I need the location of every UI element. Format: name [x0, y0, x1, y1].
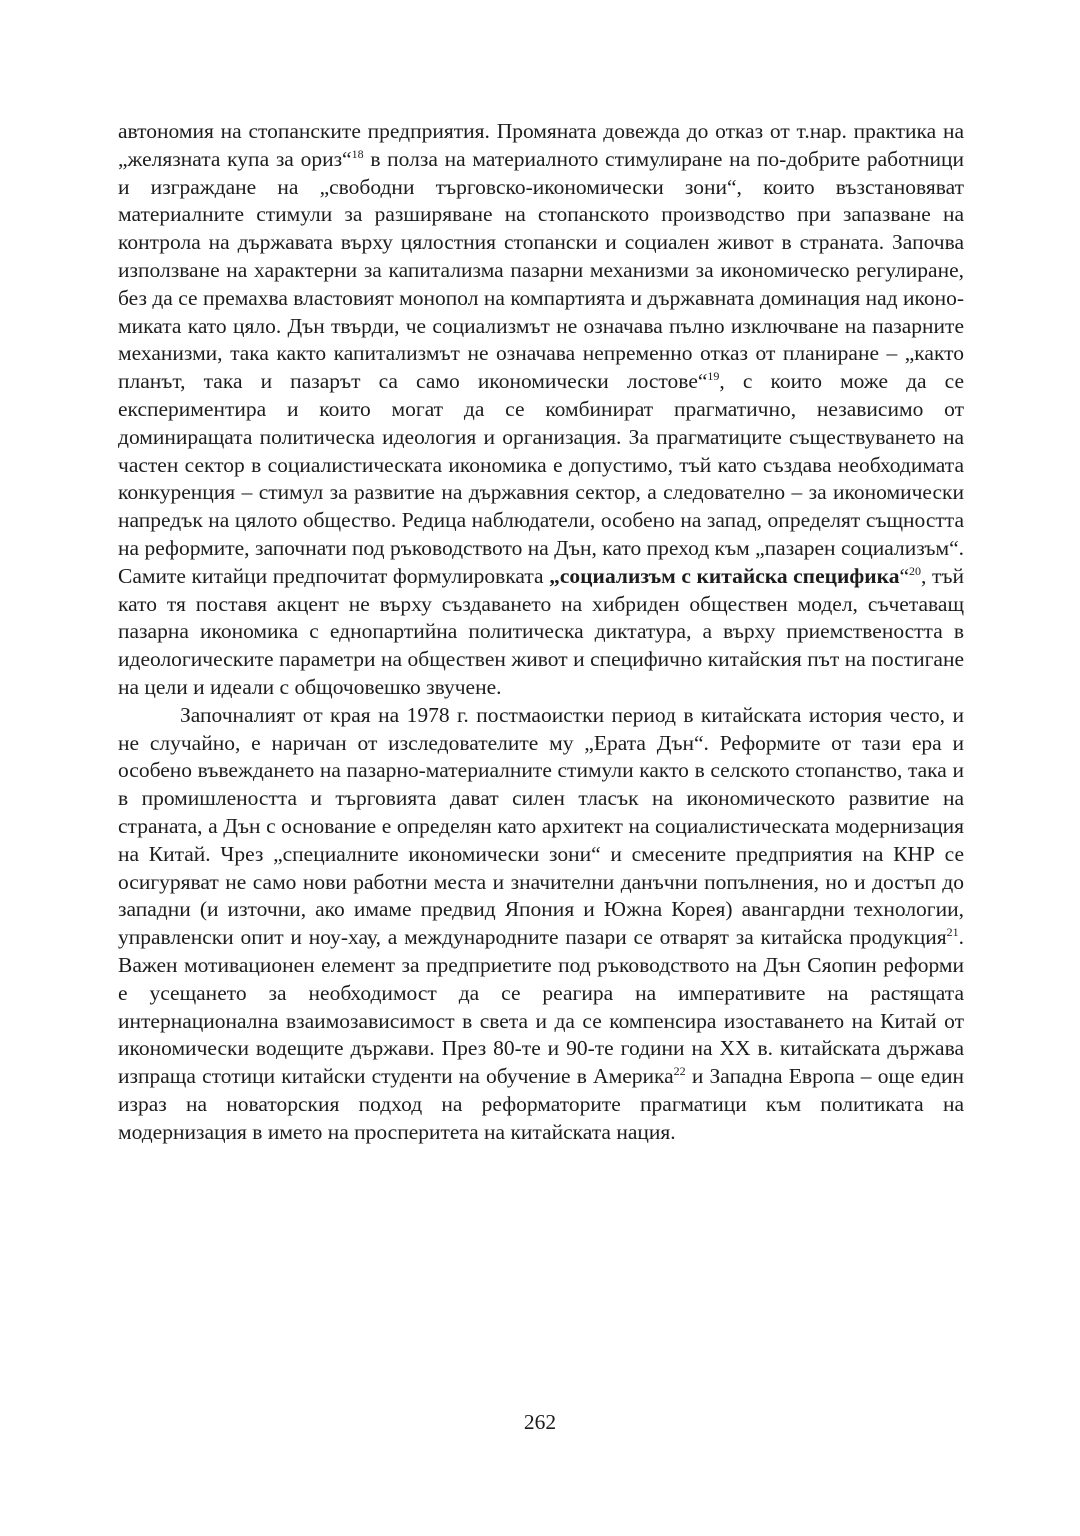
page-body-text: [118, 118, 964, 1146]
footnote-marker: 19: [707, 369, 720, 384]
footnote-marker: 22: [673, 1064, 686, 1079]
paragraph-text: в полза на материалното стимулиране на по-добрите работници и изграждане на „свободни търговско-икономически зони“, които възстановяват материалните стимули за разширяване на стопанското производство при запазване на контрола на държавата върху цялостния стопански и социален живот в страната. Започва използване на характерни за капитализма пазарни механизми за икономическо регулиране, без да се премахва властовият монопол на компартията и държавната доминация над икономиката като цяло. Дън твърди, че социализмът не означава пълно изключване на пазарните механизми, така както капитализмът не означава непременно отказ от планиране – „както планът, така и пазарът са само икономически лостове“: [118, 146, 964, 394]
paragraph-text: и Западна Европа – още един израз на новаторския подход на реформаторите прагматици към политиката на модернизация в името на просперитета на китайската нация.: [118, 1064, 964, 1144]
paragraph-text: Започналият от края на 1978 г. постмаоистки период в китайската история често, и не случайно, е наричан от изследователите му „Ерата Дън“. Реформите от тази ера и особено въвеждането на пазарно-материалните стимули както в селското стопанство, така и в промишлеността и търговията дават силен тласък на икономическото развитие на страната, а Дън с основание е определян като архитект на социалистическата модернизация на Китай. Чрез „специалните икономически зони“ и смесените предприятия на КНР се осигуряват не само нови работни места и значителни данъчни попълнения, но и достъп до западни (и източни, ако имаме предвид Япония и Южна Корея) авангардни технологии, управленски опит и ноу-хау, а международните пазари се отварят за китайска продукция: [118, 702, 964, 950]
paragraph-text: , с които може да се експериментира и които могат да се комбинират прагматично, независимо от доминиращата политическа идеология и организация. За прагматиците съществуването на частен сектор в социалистическата икономика е допустимо, тъй като създава необходимата конкуренция – стимул за развитие на държавния сектор, а следователно – за икономически напредък на цялото общество. Редица наблюдатели, особено на запад, определят същността на реформите, започнати под ръководството на Дън, като преход към „пазарен социализъм“. Самите китайци предпочитат формулировката: [118, 369, 965, 588]
paragraph-text: . Важен мотивационен елемент за предприетите под ръководството на Дън Сяопин реформи е усещането за необходимост да се реагира на императивите на растящата интернационална взаимозависимост в света и да се компенсира изоставането на Китай от икономически водещите държави. През 80-те и 90-те години на XX в. китайската държава изпраща стотици китайски студенти на обучение в Америка: [118, 925, 964, 1089]
footnote-marker: 20: [909, 563, 922, 578]
footnote-marker: 18: [351, 146, 364, 161]
paragraph: [118, 118, 964, 702]
bold-term: „социализъм с китайска специфика: [549, 563, 900, 588]
footnote-marker: 21: [946, 925, 959, 940]
page-number: 262: [523, 1410, 557, 1434]
paragraph-text: , тъй като тя поставя акцент не върху създаването на хибриден обществен модел, съчетаващ пазарна икономика с еднопартийна политическа диктатура, а върху приемствеността в идеологическите параметри на обществен живот и специфично китайския път на постигане на цели и идеали с общочовешко звучене.: [118, 563, 964, 699]
paragraph-text: “: [899, 563, 910, 588]
paragraph: [118, 702, 964, 1147]
paragraph-text: автономия на стопанските предприятия. Промяната довежда до отказ от т.нар. практика на „желязната купа за ориз“: [118, 119, 964, 171]
